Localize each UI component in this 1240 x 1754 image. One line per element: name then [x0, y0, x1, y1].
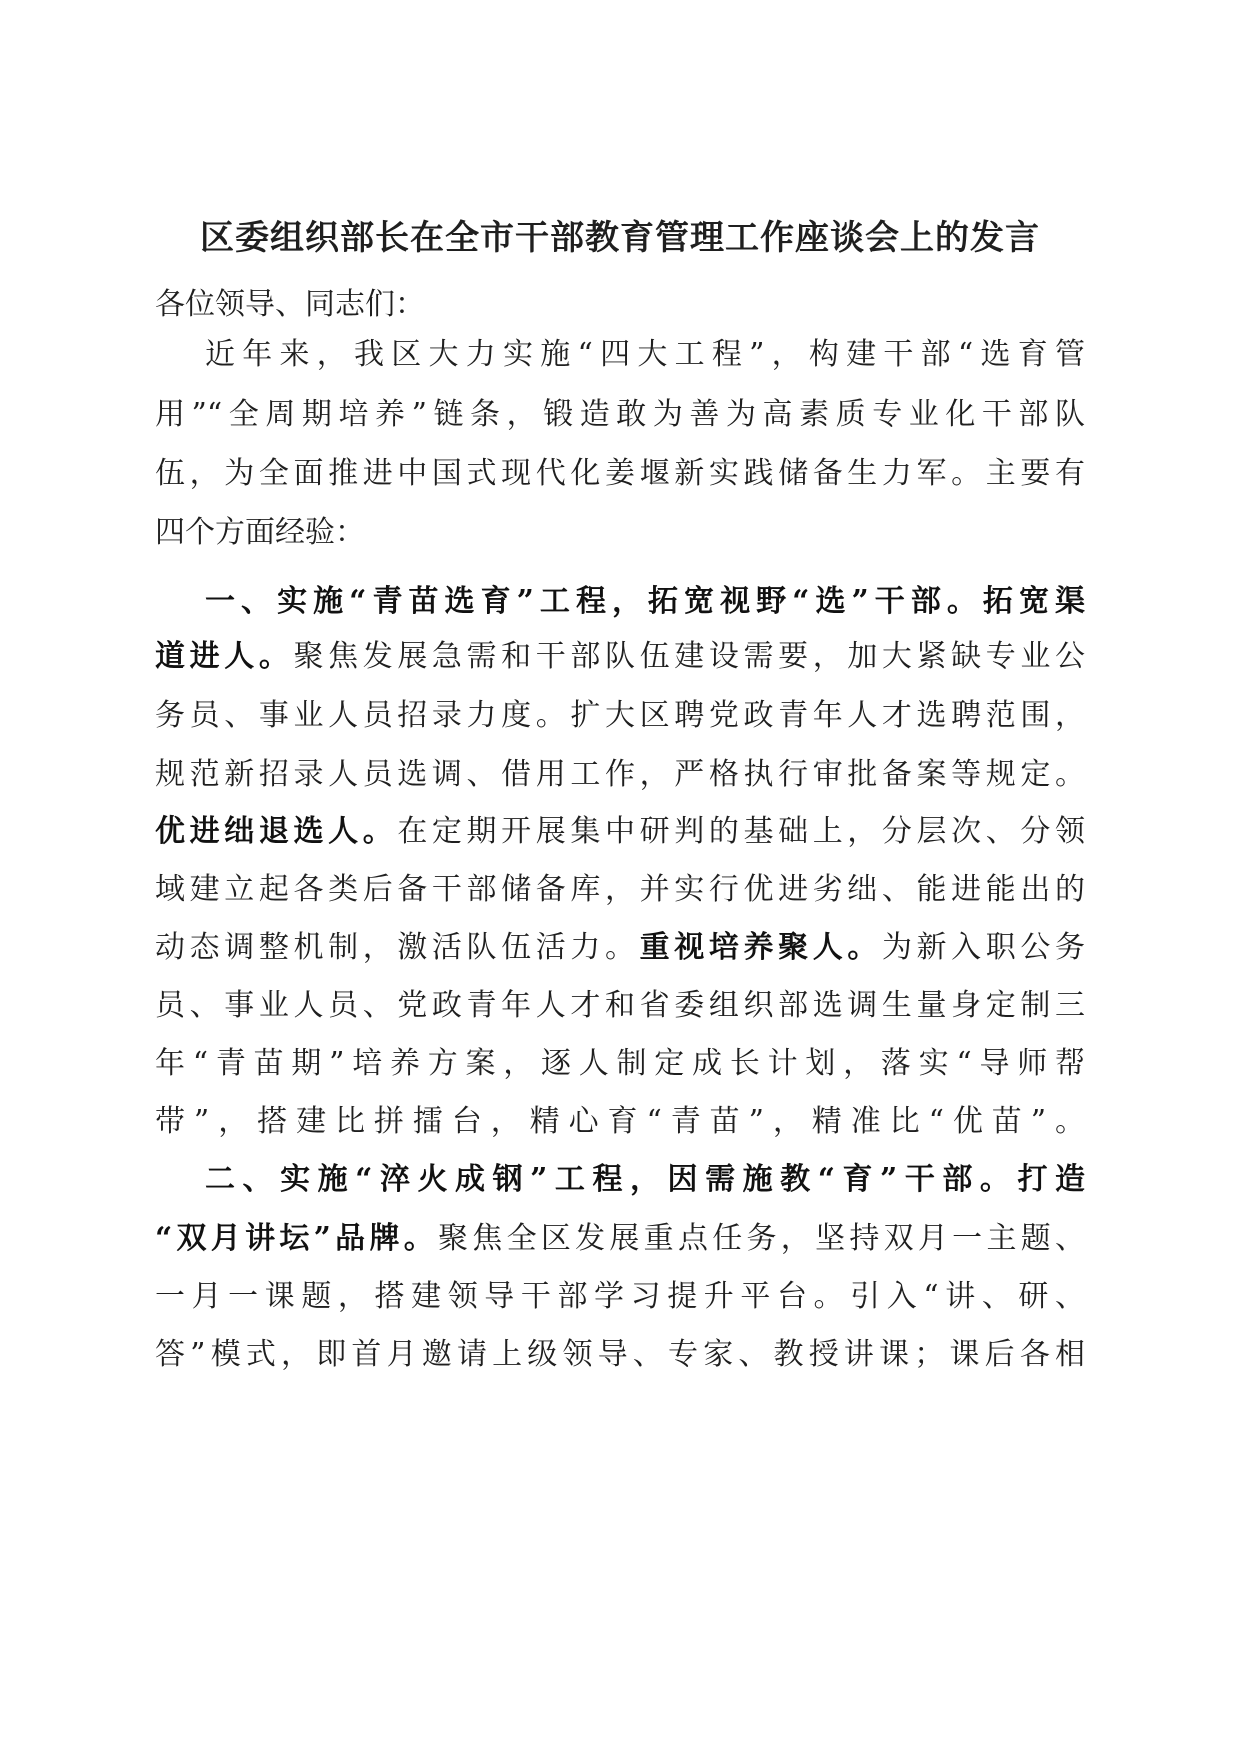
section2-sub1-heading-a: 打造 [1017, 1162, 1085, 1197]
section1-line-10: 带”，搭建比拼擂台，精心育“青苗”，精准比“优苗”。 [155, 1104, 1085, 1139]
section1-line-8: 员、事业人员、党政青年人才和省委组织部选调生量身定制三 [155, 988, 1085, 1023]
intro-line-1: 近年来，我区大力实施“四大工程”，构建干部“选育管 [205, 337, 1085, 372]
section1-sub1-heading-a: 拓宽渠 [982, 584, 1085, 619]
section1-heading-line [205, 584, 1085, 620]
section1-sub1-text-1: 聚焦发展急需和干部队伍建设需要，加大紧缺专业公 [293, 639, 1086, 674]
document-title: 区委组织部长在全市干部教育管理工作座谈会上的发言 [200, 218, 1040, 258]
section1-line-4: 规范新招录人员选调、借用工作，严格执行审批备案等规定。 [155, 757, 1085, 792]
salutation: 各位领导、同志们： [155, 287, 425, 322]
section1-line-5 [155, 814, 1085, 850]
section2-sub1-heading-b: “双月讲坛”品牌。 [155, 1221, 439, 1256]
section1-sub2-text-3: 动态调整机制，激活队伍活力。 [155, 930, 640, 965]
section1-line-2 [155, 639, 1085, 675]
section1-line-9: 年“青苗期”培养方案，逐人制定成长计划，落实“导师帮 [155, 1046, 1085, 1081]
section1-line-7 [155, 930, 1085, 966]
section1-line-6: 域建立起各类后备干部储备库，并实行优进劣绌、能进能出的 [155, 872, 1085, 907]
section1-heading: 一、实施“青苗选育”工程，拓宽视野“选”干部。 [205, 584, 983, 619]
section1-sub3-heading: 重视培养聚人。 [639, 930, 882, 965]
section2-heading-line [205, 1162, 1085, 1198]
section2-line-2 [155, 1221, 1085, 1257]
section1-sub2-text-1: 在定期开展集中研判的基础上，分层次、分领 [397, 814, 1086, 849]
section1-line-3: 务员、事业人员招录力度。扩大区聘党政青年人才选聘范围， [155, 698, 1085, 733]
section2-line-3: 一月一课题，搭建领导干部学习提升平台。引入“讲、研、 [155, 1279, 1085, 1314]
section1-sub2-heading: 优进绌退选人。 [155, 814, 398, 849]
section2-line-4: 答”模式，即首月邀请上级领导、专家、教授讲课；课后各相 [155, 1337, 1085, 1372]
intro-line-2: 用”“全周期培养”链条，锻造敢为善为高素质专业化干部队 [155, 397, 1085, 432]
intro-line-3: 伍，为全面推进中国式现代化姜堰新实践储备生力军。主要有 [155, 456, 1085, 491]
section1-sub3-text-1: 为新入职公务 [881, 930, 1086, 965]
section2-heading: 二、实施“淬火成钢”工程，因需施教“育”干部。 [205, 1162, 1018, 1197]
section2-sub1-text-1: 聚焦全区发展重点任务，坚持双月一主题、 [438, 1221, 1086, 1256]
section1-sub1-heading-b: 道进人。 [155, 639, 294, 674]
intro-line-4: 四个方面经验： [155, 515, 365, 550]
